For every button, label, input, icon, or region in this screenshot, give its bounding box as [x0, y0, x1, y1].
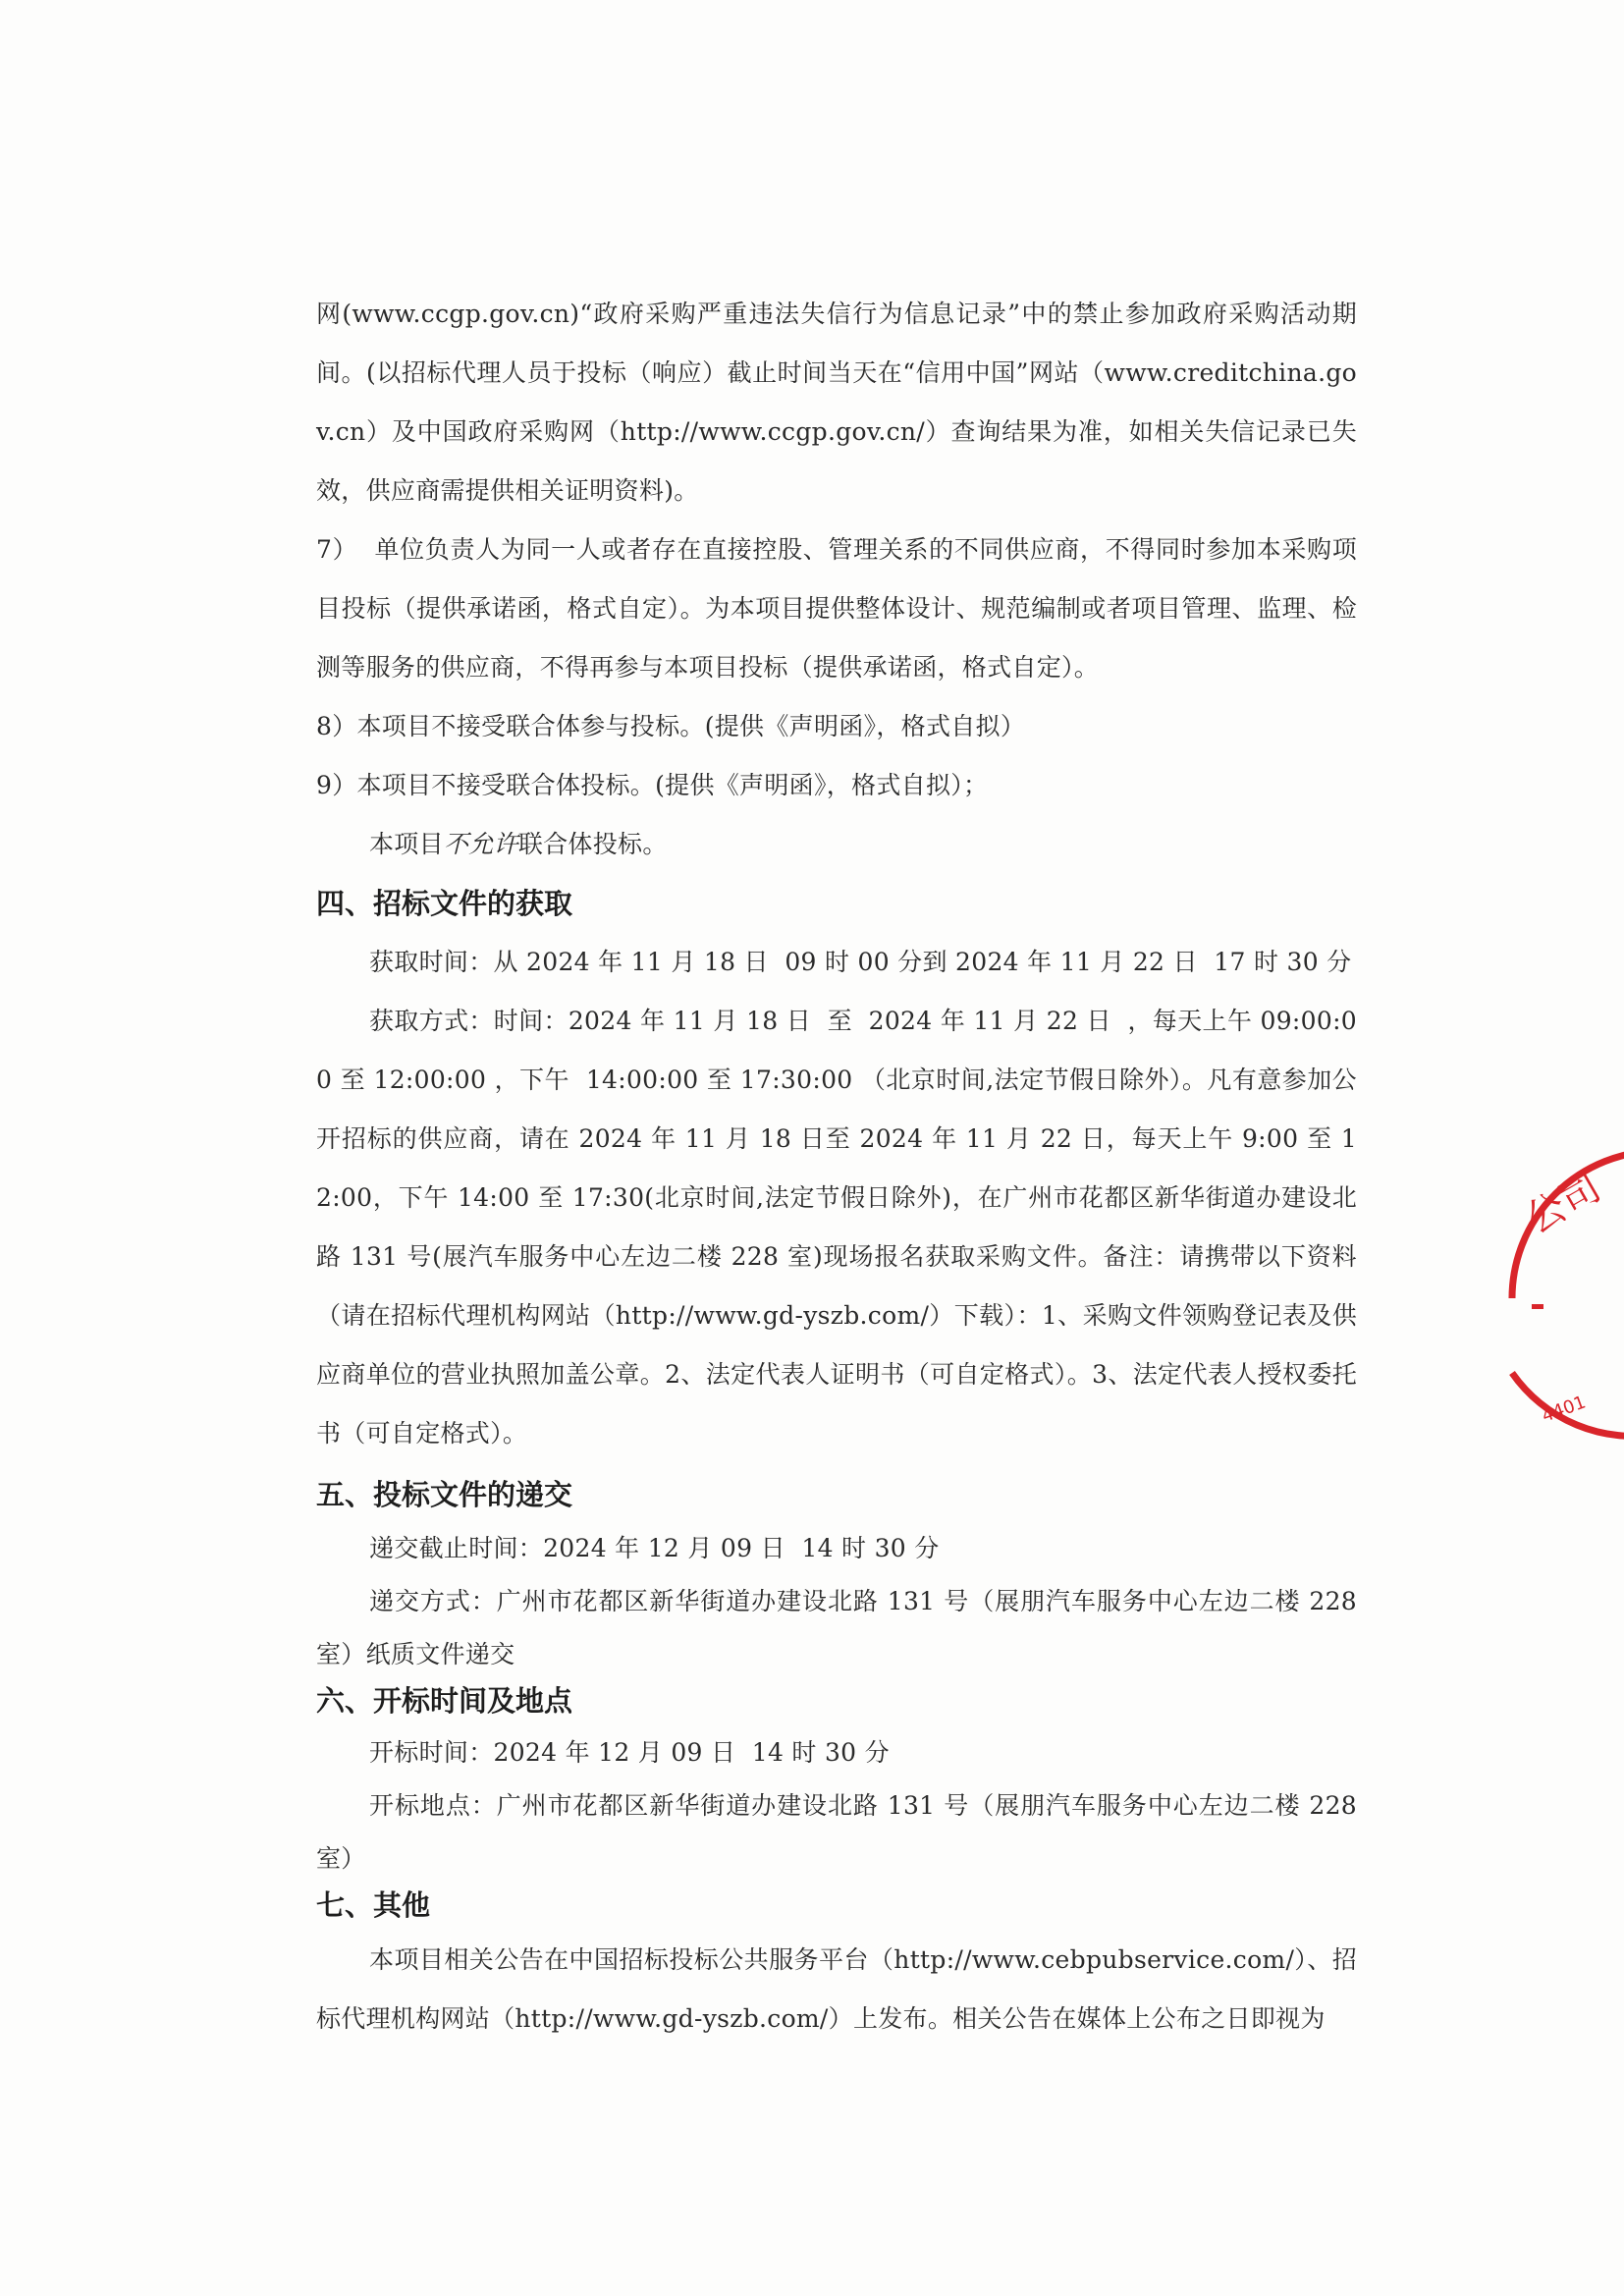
item-9-text: 9）本项目不接受联合体投标。(提供《声明函》，格式自拟）；	[316, 771, 989, 799]
seal-graphic	[1502, 1139, 1624, 1473]
opening-place: 开标地点：广州市花都区新华街道办建设北路 131 号（展朋汽车服务中心左边二楼 228 室）	[316, 1791, 1366, 1873]
eligibility-item-9	[316, 756, 1357, 815]
acquisition-method: 获取方式：时间：2024 年 11 月 18 日 至 2024 年 11 月 22 日 ，每天上午 09:00:00 至 12:00:00 ，下午 14:00:00 至 17:30:00 （北京时间,法定节假日除外）。凡有意参加公开招标的供应商，请在 2024 年 11 月 18 日至 2024 年 11 月 22 日，每天上午 9:00 至 12:00，下午 14:00 至 17:30(北京时间,法定节假日除外)，在广州市花都区新华街道办建设北路 131 号(展汽车服务中心左边二楼 228 室)现场报名获取采购文件。备注：请携带以下资料（请在招标代理机构网站（http://www.gd-yszb.com/）下载）：1、采购文件领购登记表及供应商单位的营业执照加盖公章。2、法定代表人证明书（可自定格式）。3、法定代表人授权委托书（可自定格式）。	[316, 1007, 1357, 1448]
opening-time: 开标时间：2024 年 12 月 09 日 14 时 30 分	[369, 1738, 890, 1767]
acquisition-time: 获取时间：从 2024 年 11 月 18 日 09 时 00 分到 2024 年 11 月 22 日 17 时 30 分	[369, 948, 1352, 976]
consortium-emphasis: 不允许	[443, 830, 518, 858]
submission-method: 递交方式：广州市花都区新华街道办建设北路 131 号（展朋汽车服务中心左边二楼 228 室）纸质文件递交	[316, 1587, 1366, 1668]
section-6-heading: 六、开标时间及地点	[316, 1684, 573, 1718]
eligibility-item-8	[316, 697, 1357, 756]
section-4-heading: 四、招标文件的获取	[316, 887, 573, 920]
section-7-heading: 七、其他	[316, 1888, 431, 1922]
eligibility-continued	[316, 285, 1357, 520]
other-info-text: 本项目相关公告在中国招标投标公共服务平台（http://www.cebpubservice.com/）、招标代理机构网站（http://www.gd-yszb.com/）上发布。相关公告在媒体上公布之日即视为	[316, 1945, 1357, 2033]
consortium-text	[316, 815, 1357, 874]
seal-characters: 公司	[1518, 1164, 1609, 1243]
item-7-text: 7） 单位负责人为同一人或者存在直接控股、管理关系的不同供应商，不得同时参加本采购项目投标（提供承诺函，格式自定）。为本项目提供整体设计、规范编制或者项目管理、监理、检测等服务的供应商，不得再参与本项目投标（提供承诺函，格式自定）。	[316, 535, 1357, 682]
credit-record-paragraph: 网(www.ccgp.gov.cn)“政府采购严重违法失信行为信息记录”中的禁止参加政府采购活动期间。(以招标代理人员于投标（响应）截止时间当天在“信用中国”网站（www.creditchina.gov.cn）及中国政府采购网（http://www.ccgp.gov.cn/）查询结果为准，如相关失信记录已失效，供应商需提供相关证明资料)。	[316, 300, 1357, 505]
item-8-text: 8）本项目不接受联合体参与投标。(提供《声明函》，格式自拟）	[316, 712, 1026, 740]
submission-deadline: 递交截止时间：2024 年 12 月 09 日 14 时 30 分	[369, 1534, 940, 1562]
seal-code: 4401	[1539, 1392, 1589, 1427]
section-4-body	[316, 933, 1357, 1463]
eligibility-item-7	[316, 520, 1357, 697]
section-6-body	[316, 1726, 1366, 1886]
consortium-prefix: 本项目	[369, 830, 444, 858]
company-seal	[1502, 1139, 1624, 1473]
section-7-body	[316, 1931, 1357, 2049]
consortium-suffix: 联合体投标。	[517, 830, 668, 858]
section-5-body	[316, 1522, 1366, 1681]
consortium-note	[316, 815, 1357, 874]
section-5-heading: 五、投标文件的递交	[316, 1478, 573, 1511]
